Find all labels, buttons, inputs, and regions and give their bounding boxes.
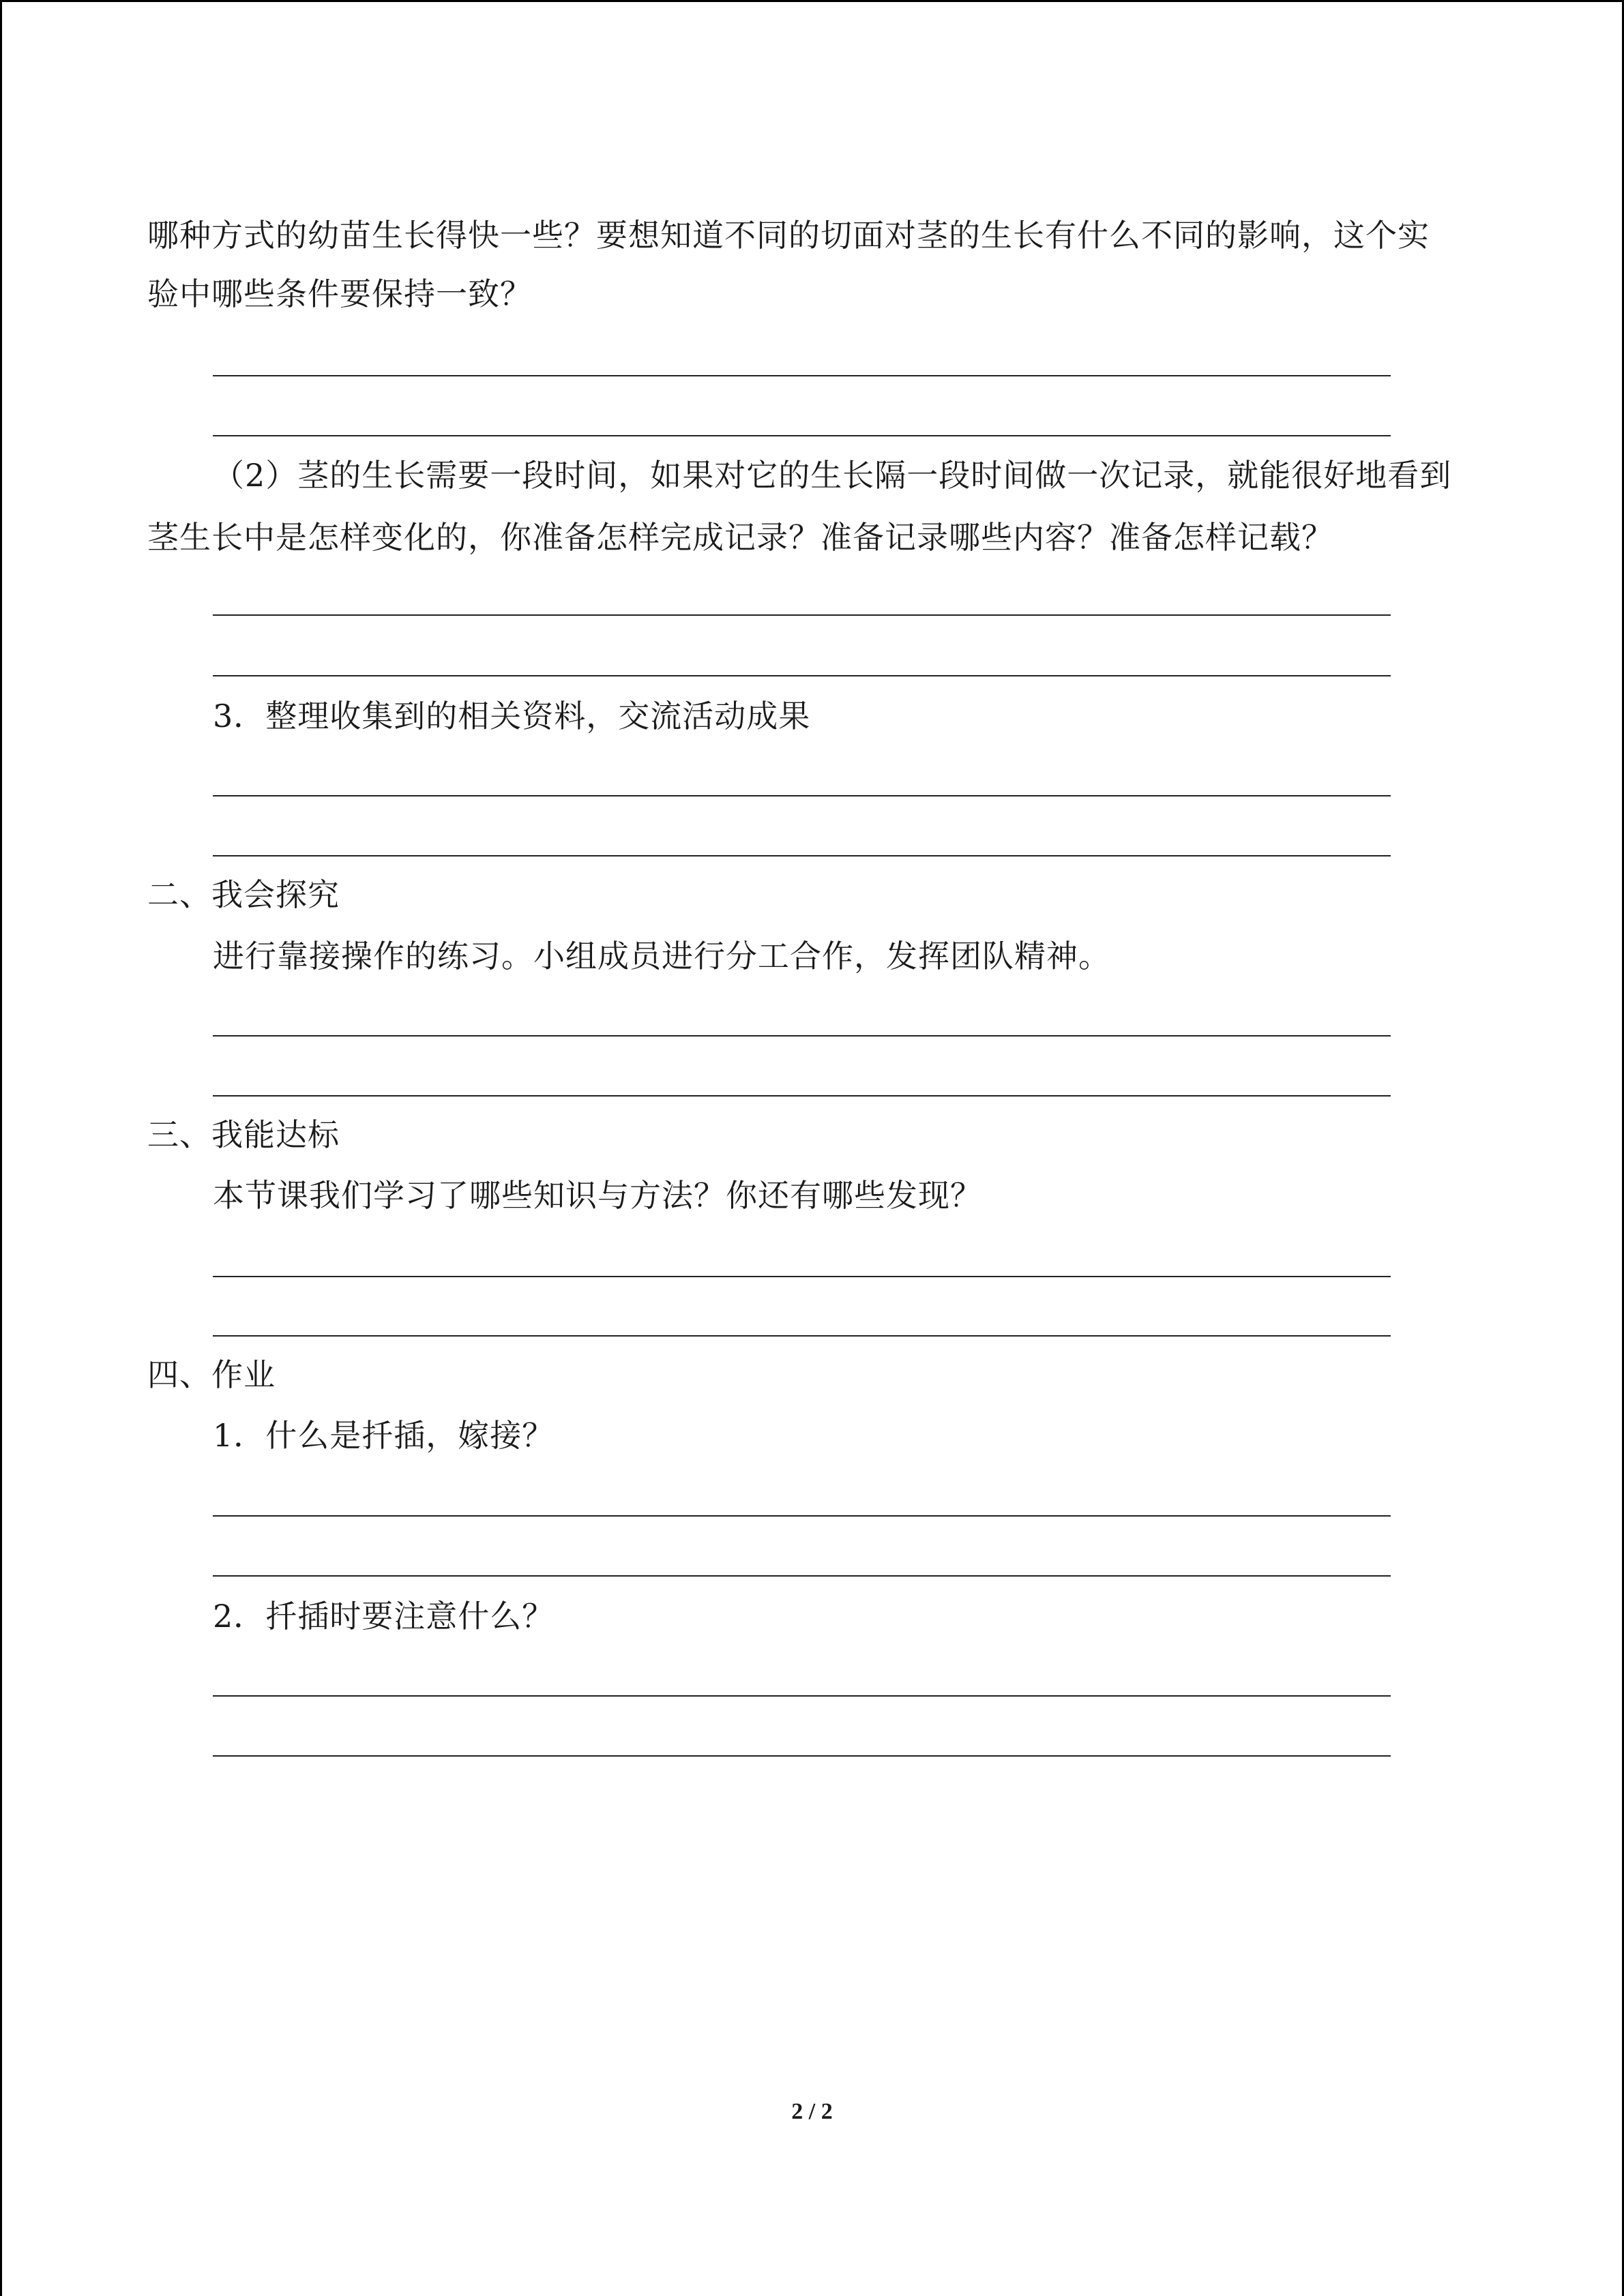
answer-line[interactable]: [213, 855, 1391, 856]
answer-line[interactable]: [213, 1515, 1391, 1517]
answer-line[interactable]: [213, 675, 1391, 676]
question-text: 1．什么是扦插，嫁接？: [213, 1417, 555, 1454]
answer-line[interactable]: [213, 435, 1391, 436]
answer-line[interactable]: [213, 795, 1391, 796]
page-number: 2 / 2: [791, 2099, 833, 2124]
answer-line[interactable]: [213, 1035, 1391, 1037]
section-text: 本节课我们学习了哪些知识与方法？你还有哪些发现？: [213, 1177, 982, 1214]
question-text: 验中哪些条件要保持一致？: [147, 275, 532, 312]
answer-line[interactable]: [213, 1755, 1391, 1757]
question-text: 3．整理收集到的相关资料，交流活动成果: [213, 698, 811, 734]
answer-line[interactable]: [213, 614, 1391, 616]
question-text: 茎生长中是怎样变化的，你准备怎样完成记录？准备记录哪些内容？准备怎样记载？: [147, 519, 1333, 556]
answer-line[interactable]: [213, 375, 1391, 376]
question-text: 2．扦插时要注意什么？: [213, 1598, 555, 1635]
section-text: 进行靠接操作的练习。小组成员进行分工合作，发挥团队精神。: [213, 938, 1110, 974]
answer-line[interactable]: [213, 1575, 1391, 1577]
question-text: 哪种方式的幼苗生长得快一些？要想知道不同的切面对茎的生长有什么不同的影响，这个实: [147, 217, 1430, 254]
answer-line[interactable]: [213, 1276, 1391, 1277]
answer-line[interactable]: [213, 1335, 1391, 1337]
question-text: （2）茎的生长需要一段时间，如果对它的生长隔一段时间做一次记录，就能很好地看到: [213, 457, 1452, 494]
answer-line[interactable]: [213, 1695, 1391, 1697]
section-heading: 二、我会探究: [147, 876, 340, 913]
section-heading: 三、我能达标: [147, 1116, 340, 1153]
section-heading: 四、作业: [147, 1356, 276, 1393]
answer-line[interactable]: [213, 1095, 1391, 1097]
